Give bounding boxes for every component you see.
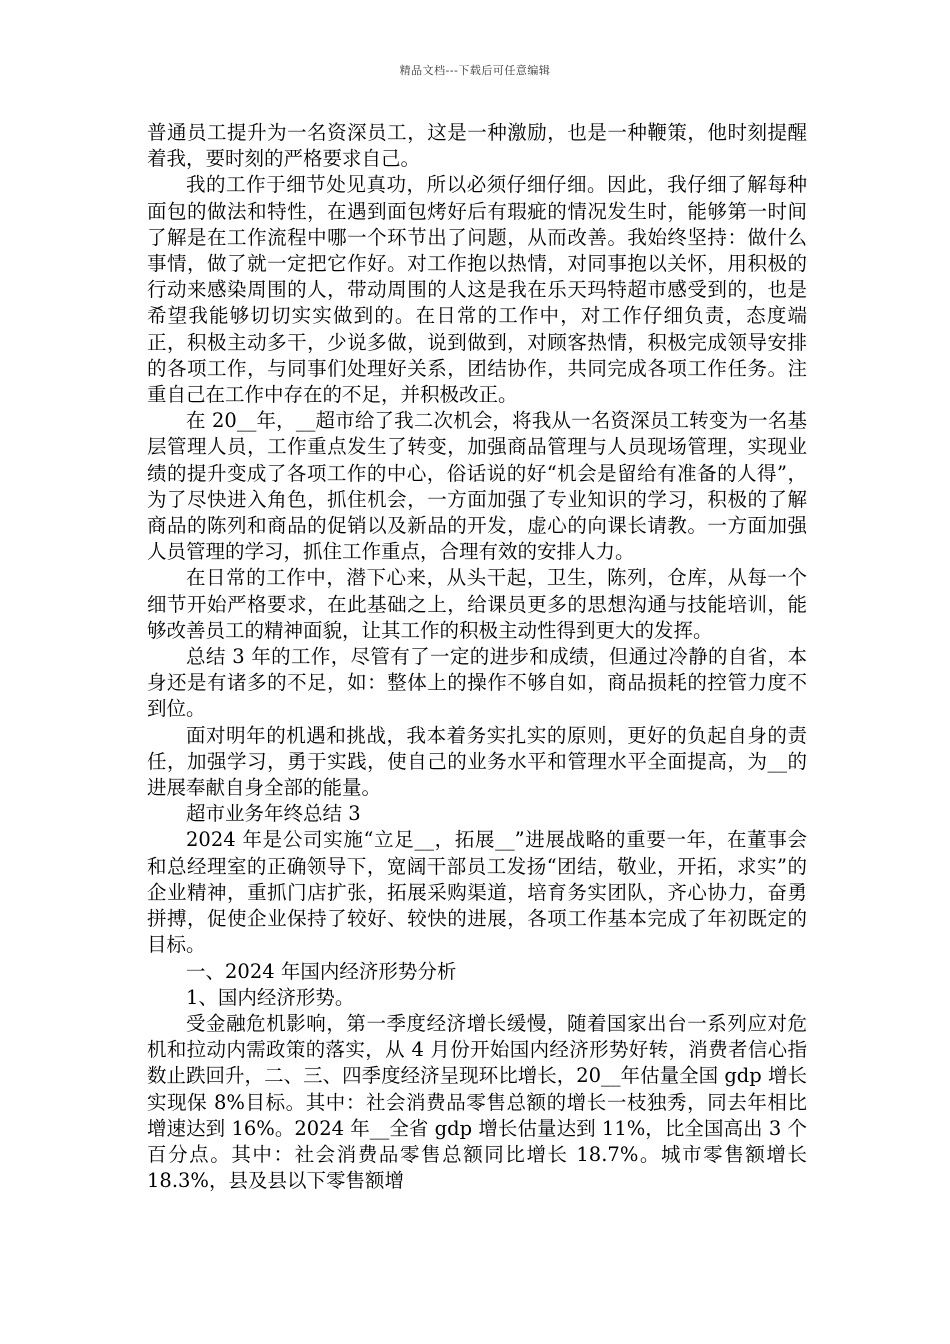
subsection-heading: 1、国内经济形势。 — [186, 985, 355, 1009]
paragraph: 总结 3 年的工作，尽管有了一定的进步和成绩，但通过冷静的自省，本身还是有诸多的不足，如：整体上的操作不够自如，商品损耗的控管力度不到位。 — [147, 645, 807, 721]
section-heading: 超市业务年终总结 3 — [186, 802, 361, 826]
paragraph: 受金融危机影响，第一季度经济增长缓慢，随着国家出台一系列应对危机和拉动内需政策的落实，从 4 月份开始国内经济形势好转，消费者信心指数止跌回升，二、三、四季度经济呈现环比增长，20__年估量全国 gdp 增长实现保 8%目标。其中：社会消费品零售总额的增长一枝独秀，同去年相比增速达到 16%。2024 年__全省 gdp 增长估量达到 11%，比全国高出 3 个百分点。其中：社会消费品零售总额同比增长 18.7%。城市零售额增长 18.3%，县及县以下零售额增 — [147, 1011, 807, 1193]
paragraph: 普通员工提升为一名资深员工，这是一种激励，也是一种鞭策，他时刻提醒着我，要时刻的严格要求自己。 — [147, 121, 807, 171]
document-body — [147, 120, 807, 1194]
paragraph: 我的工作于细节处见真功，所以必须仔细仔细。因此，我仔细了解每种面包的做法和特性，在遇到面包烤好后有瑕疵的情况发生时，能够第一时间了解是在工作流程中哪一个环节出了问题，从而改善。我始终坚持：做什么事情，做了就一定把它作好。对工作抱以热情，对同事抱以关怀，用积极的行动来感染周围的人，带动周围的人这是我在乐天玛特超市感受到的，也是希望我能够切切实实做到的。在日常的工作中，对工作仔细负责，态度端正，积极主动多干，少说多做，说到做到，对顾客热情，积极完成领导安排的各项工作，与同事们处理好关系，团结协作，共同完成各项工作任务。注重自己在工作中存在的不足，并积极改正。 — [147, 173, 807, 407]
paragraph: 2024 年是公司实施“立足__，拓展__”进展战略的重要一年，在董事会和总经理室的正确领导下，宽阔干部员工发扬“团结，敬业，开拓，求实”的企业精神，重抓门店扩张，拓展采购渠道，培育务实团队，齐心协力，奋勇拼搏，促使企业保持了较好、较快的进展，各项工作基本完成了年初既定的目标。 — [147, 828, 807, 957]
paragraph: 面对明年的机遇和挑战，我本着务实扎实的原则，更好的负起自身的责任，加强学习，勇于实践，使自己的业务水平和管理水平全面提高，为__的进展奉献自身全部的能量。 — [147, 723, 807, 800]
paragraph: 在日常的工作中，潜下心来，从头干起，卫生，陈列，仓库，从每一个细节开始严格要求，在此基础之上，给课员更多的思想沟通与技能培训，能够改善员工的精神面貌，让其工作的积极主动性得到更大的发挥。 — [147, 566, 807, 642]
section-heading: 一、2024 年国内经济形势分析 — [186, 959, 457, 983]
paragraph: 在 20__年，__超市给了我二次机会，将我从一名资深员工转变为一名基层管理人员，工作重点发生了转变，加强商品管理与人员现场管理，实现业绩的提升变成了各项工作的中心，俗话说的好“机会是留给有准备的人得”，为了尽快进入角色，抓住机会，一方面加强了专业知识的学习，积极的了解商品的陈列和商品的促销以及新品的开发，虚心的向课长请教。一方面加强人员管理的学习，抓住工作重点，合理有效的安排人力。 — [147, 409, 807, 564]
page-header: 精品文档---下载后可任意编辑 — [399, 64, 551, 77]
